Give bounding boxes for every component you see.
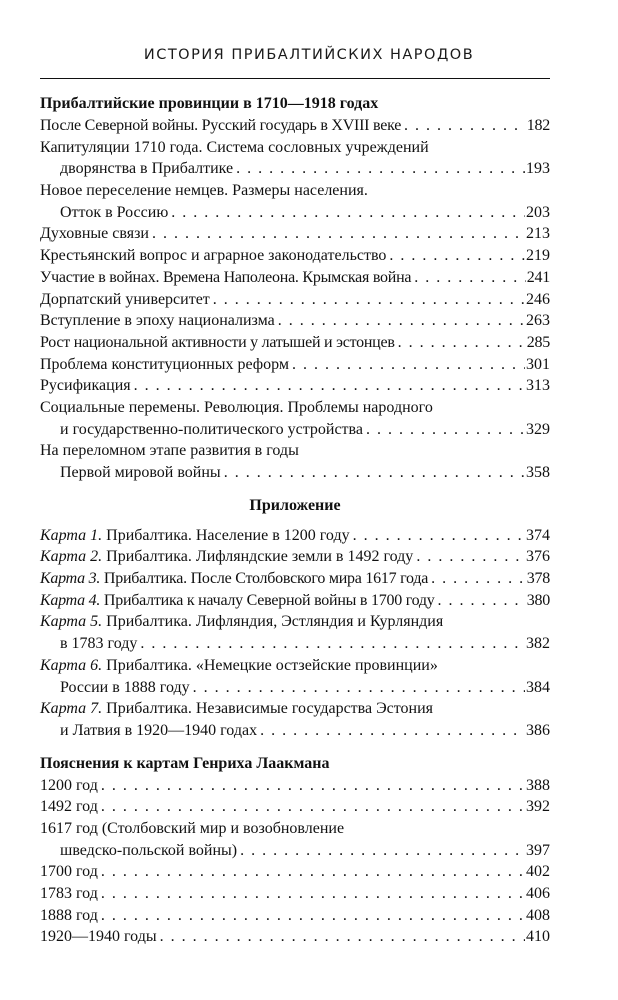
toc-entry bbox=[40, 905, 550, 927]
dot-leader bbox=[366, 419, 525, 441]
entry-text: Прибалтика к началу Северной войны в 1700 году bbox=[100, 591, 435, 609]
toc-entry bbox=[40, 158, 550, 180]
dot-leader bbox=[240, 840, 525, 862]
dot-leader bbox=[101, 905, 525, 927]
entry-text: Прибалтика. Население в 1200 году bbox=[102, 526, 350, 544]
map-label: Карта 3. bbox=[40, 570, 101, 588]
dot-leader bbox=[389, 245, 525, 267]
entry-text: 1783 год bbox=[40, 885, 98, 902]
page-number: 392 bbox=[526, 798, 550, 816]
dot-leader bbox=[353, 525, 525, 547]
entry-text-line: Новое переселение немцев. Размеры населения. bbox=[40, 182, 368, 200]
entry-text: Дорпатский университет bbox=[40, 290, 210, 308]
page-number: 213 bbox=[526, 225, 550, 243]
page-number: 378 bbox=[526, 570, 550, 588]
toc-entry bbox=[40, 289, 550, 311]
page-number: 329 bbox=[526, 420, 550, 438]
dot-leader bbox=[404, 115, 526, 137]
entry-text: Проблема конституционных реформ bbox=[40, 355, 290, 373]
section-title-provinces: Прибалтийские провинции в 1710—1918 годах bbox=[40, 95, 379, 112]
page-number: 402 bbox=[526, 863, 550, 881]
toc-entry bbox=[40, 796, 550, 818]
entry-text: Прибалтика. Лифляндские земли в 1492 году bbox=[102, 548, 414, 566]
page-number: 313 bbox=[526, 377, 550, 395]
page-number: 301 bbox=[526, 355, 550, 373]
dot-leader bbox=[101, 796, 525, 818]
page-number: 388 bbox=[526, 776, 550, 794]
entry-text-line bbox=[40, 655, 550, 677]
toc-entry bbox=[40, 840, 550, 862]
page-number: 376 bbox=[526, 548, 550, 566]
entry-text: 1700 год bbox=[40, 863, 98, 881]
dot-leader bbox=[224, 462, 525, 484]
dot-leader bbox=[193, 677, 525, 699]
toc-entry bbox=[40, 354, 550, 376]
toc-entry bbox=[40, 462, 550, 484]
toc-entry bbox=[40, 720, 550, 742]
toc-entry bbox=[40, 419, 550, 441]
map-label: Карта 5. bbox=[40, 613, 103, 631]
page-number: 246 bbox=[526, 290, 550, 308]
toc-entry bbox=[40, 310, 550, 332]
dot-leader bbox=[160, 926, 525, 948]
toc-entry bbox=[40, 115, 550, 137]
toc-entry bbox=[40, 677, 550, 699]
toc-entry bbox=[40, 568, 550, 590]
page-number: 285 bbox=[526, 333, 550, 351]
entry-text: Духовные связи bbox=[40, 225, 149, 243]
section-title-appendix: Приложение bbox=[249, 496, 341, 514]
page-number: 408 bbox=[526, 906, 550, 924]
dot-leader bbox=[134, 375, 525, 397]
toc-entry bbox=[40, 202, 550, 224]
toc-entry bbox=[40, 926, 550, 948]
dot-leader bbox=[101, 861, 525, 883]
entry-text: России в 1888 году bbox=[60, 678, 190, 696]
page-number: 193 bbox=[526, 160, 550, 178]
page-number: 406 bbox=[526, 885, 550, 902]
dot-leader bbox=[278, 310, 525, 332]
toc-entry bbox=[40, 525, 550, 547]
dot-leader bbox=[213, 289, 525, 311]
page-number: 374 bbox=[526, 526, 550, 544]
page-number: 380 bbox=[526, 591, 550, 609]
running-header: ИСТОРИЯ ПРИБАЛТИЙСКИХ НАРОДОВ bbox=[143, 47, 475, 63]
toc-entry bbox=[40, 245, 550, 267]
toc-entry bbox=[40, 861, 550, 883]
table-of-contents bbox=[40, 93, 550, 948]
entry-text: 1200 год bbox=[40, 776, 98, 794]
page-number: 203 bbox=[526, 203, 550, 221]
toc-entry bbox=[40, 546, 550, 568]
page-number: 384 bbox=[526, 678, 550, 696]
entry-text: и государственно-политического устройства bbox=[60, 420, 363, 438]
toc-entry bbox=[40, 633, 550, 655]
entry-text-line: Социальные перемены. Революция. Проблемы народного bbox=[40, 398, 433, 416]
toc-entry bbox=[40, 267, 550, 289]
dot-leader bbox=[171, 202, 525, 224]
page-number: 358 bbox=[526, 464, 550, 481]
entry-text: и Латвия в 1920—1940 годах bbox=[60, 721, 258, 739]
dot-leader bbox=[236, 158, 525, 180]
entry-text: Вступление в эпоху национализма bbox=[40, 312, 275, 330]
dot-leader bbox=[140, 633, 525, 655]
page-number: 182 bbox=[526, 117, 550, 134]
toc-entry bbox=[40, 223, 550, 245]
dot-leader bbox=[260, 720, 525, 742]
entry-text: После Северной войны. Русский государь в XVIII веке bbox=[40, 117, 402, 134]
entry-text: Крестьянский вопрос и аграрное законодательство bbox=[40, 247, 387, 265]
header-rule bbox=[40, 78, 550, 79]
toc-entry bbox=[40, 590, 550, 612]
entry-text-line: На переломном этапе развития в годы bbox=[40, 442, 299, 460]
map-label: Карта 4. bbox=[40, 591, 101, 609]
entry-text-line: Капитуляции 1710 года. Система сословных учреждений bbox=[40, 138, 429, 156]
map-label: Карта 1. bbox=[40, 526, 103, 544]
page-number: 263 bbox=[526, 312, 550, 330]
page-number: 386 bbox=[526, 721, 550, 739]
page-number: 382 bbox=[526, 635, 550, 653]
map-label: Карта 6. bbox=[40, 656, 103, 674]
entry-text: Прибалтика. Независимые государства Эстония bbox=[102, 700, 434, 718]
page-number: 219 bbox=[526, 247, 550, 265]
dot-leader bbox=[152, 223, 525, 245]
dot-leader bbox=[101, 775, 525, 797]
entry-text: 1492 год bbox=[40, 798, 98, 816]
dot-leader bbox=[292, 354, 525, 376]
dot-leader bbox=[416, 546, 525, 568]
entry-text-line bbox=[40, 611, 550, 633]
entry-text: Участие в войнах. Времена Наполеона. Крымская война bbox=[40, 268, 412, 286]
map-label: Карта 7. bbox=[40, 700, 103, 718]
page-number: 410 bbox=[526, 928, 550, 946]
section-title-explanations: Пояснения к картам Генриха Лаакмана bbox=[40, 754, 330, 772]
dot-leader bbox=[414, 267, 526, 289]
dot-leader bbox=[398, 332, 526, 354]
page-number: 397 bbox=[526, 841, 550, 859]
entry-text: Прибалтика. «Немецкие остзейские провинции» bbox=[102, 656, 438, 674]
entry-text: 1888 год bbox=[40, 906, 98, 924]
entry-text: Прибалтика. Лифляндия, Эстляндия и Курляндия bbox=[102, 613, 444, 631]
entry-text: Русификация bbox=[40, 377, 131, 395]
toc-entry bbox=[40, 883, 550, 905]
entry-text: дворянства в Прибалтике bbox=[60, 160, 234, 178]
entry-text: Рост национальной активности у латышей и эстонцев bbox=[40, 333, 395, 351]
entry-text: в 1783 году bbox=[60, 635, 138, 653]
dot-leader bbox=[431, 568, 526, 590]
entry-text: Отток в Россию bbox=[60, 203, 169, 221]
toc-entry bbox=[40, 775, 550, 797]
entry-text-line: 1617 год (Столбовский мир и возобновление bbox=[40, 819, 345, 837]
toc-entry bbox=[40, 375, 550, 397]
page-number: 241 bbox=[526, 268, 550, 286]
toc-entry bbox=[40, 332, 550, 354]
dot-leader bbox=[101, 883, 525, 905]
entry-text-line bbox=[40, 698, 550, 720]
entry-text: Прибалтика. После Столбовского мира 1617 года bbox=[100, 570, 429, 588]
entry-text: шведско-польской войны) bbox=[60, 841, 238, 859]
map-label: Карта 2. bbox=[40, 548, 103, 566]
dot-leader bbox=[438, 590, 526, 612]
entry-text: 1920—1940 годы bbox=[40, 928, 157, 946]
entry-text: Первой мировой войны bbox=[60, 464, 221, 481]
